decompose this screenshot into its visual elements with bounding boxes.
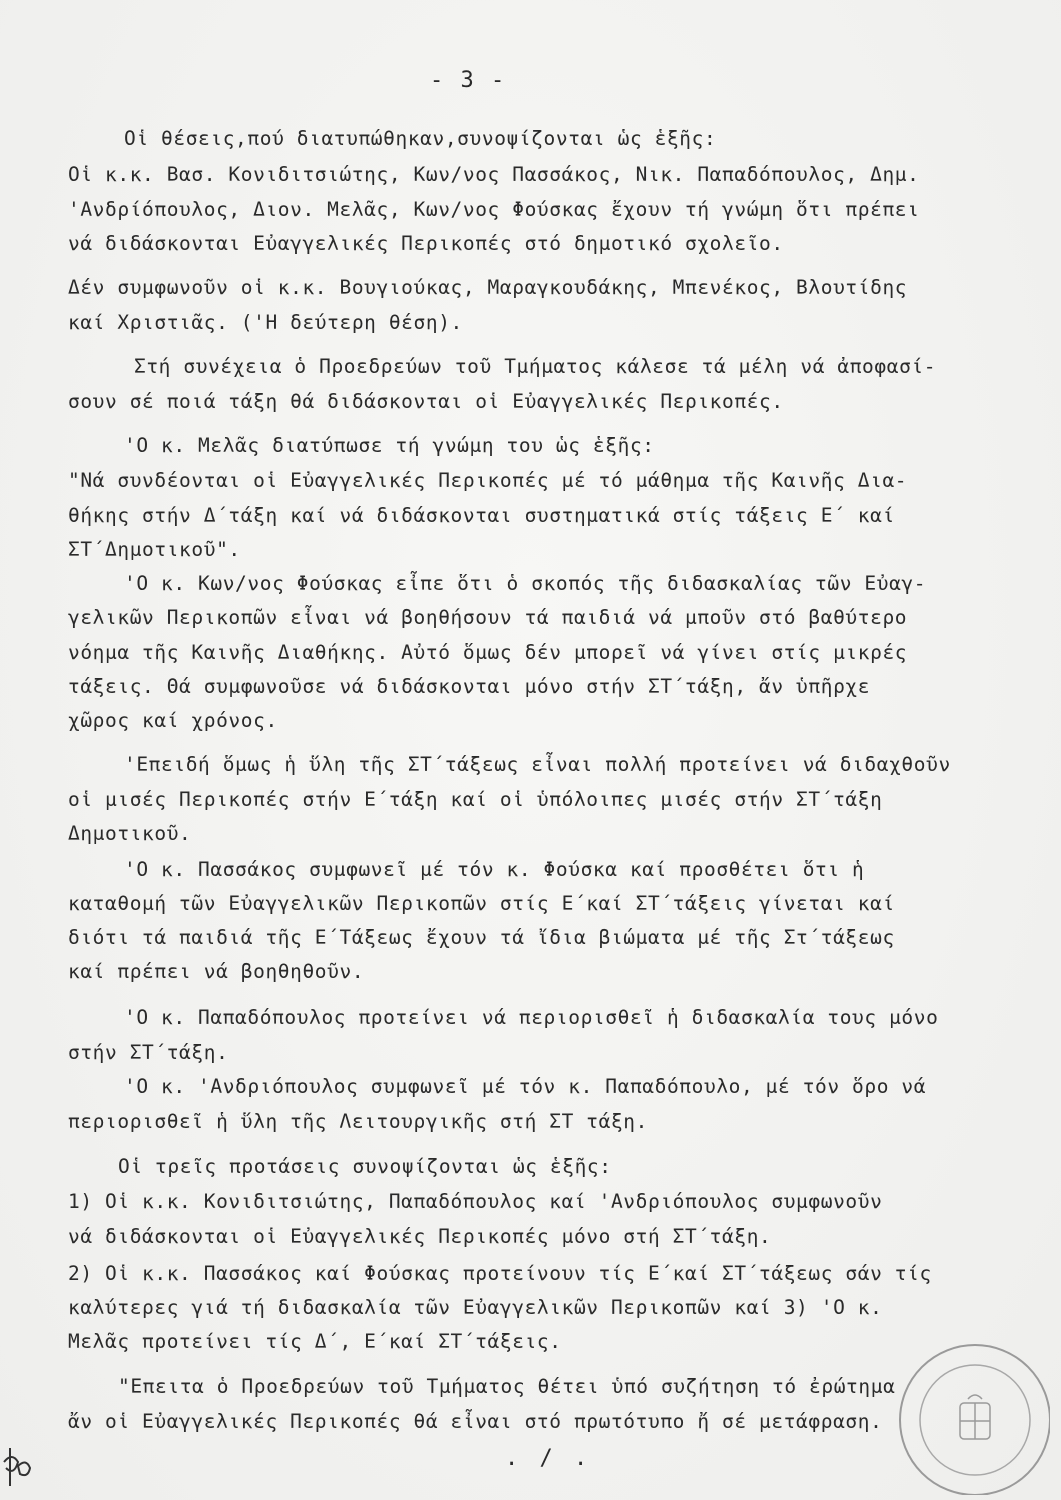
text-line: 'Ανδρίόπουλος, Διον. Μελᾶς, Κων/νος Φούσκας ἔχουν τή γνώμη ὅτι πρέπει <box>68 198 920 221</box>
text-line: σουν σέ ποιά τάξη θά διδάσκονται οἱ Εὐαγγελικές Περικοπές. <box>68 390 784 413</box>
text-line: καί Χριστιᾶς. ('Η δεύτερη θέση). <box>68 311 463 334</box>
text-line: Μελᾶς προτείνει τίς Δ΄, Ε΄καί ΣΤ΄τάξεις. <box>68 1330 562 1353</box>
text-line: καλύτερες γιά τή διδασκαλία τῶν Εὐαγγελικῶν Περικοπῶν καί 3) 'Ο κ. <box>68 1296 883 1319</box>
text-line: "Νά συνδέονται οἱ Εὐαγγελικές Περικοπές μέ τό μάθημα τῆς Καινῆς Δια- <box>68 469 908 492</box>
text-line: 'Ο κ. Μελᾶς διατύπωσε τή γνώμη του ὡς ἑξῆς: <box>124 434 655 457</box>
text-line: νόημα τῆς Καινῆς Διαθήκης. Αὐτό ὅμως δέν μπορεῖ νά γίνει στίς μικρές <box>68 641 908 664</box>
text-line: καί πρέπει νά βοηθηθοῦν. <box>68 960 365 983</box>
text-line: καταθομή τῶν Εὐαγγελικῶν Περικοπῶν στίς Ε΄καί ΣΤ΄τάξεις γίνεται καί <box>68 892 895 915</box>
text-line: "Επειτα ὁ Προεδρεύων τοῦ Τμήματος θέτει ὑπό συζήτηση τό ἐρώτημα <box>118 1375 896 1398</box>
text-line: Δημοτικοῦ. <box>68 822 192 845</box>
text-line: Στή συνέχεια ὁ Προεδρεύων τοῦ Τμήματος κάλεσε τά μέλη νά ἀποφασί- <box>134 355 937 378</box>
text-line: 1) Οἱ κ.κ. Κονιδιτσιώτης, Παπαδόπουλος καί 'Ανδριόπουλος συμφωνοῦν <box>68 1190 883 1213</box>
text-line: Οἱ τρεῖς προτάσεις συνοψίζονται ὡς ἑξῆς: <box>118 1155 612 1178</box>
official-seal-icon <box>880 1325 1050 1495</box>
text-line: ΣΤ΄Δημοτικοῦ". <box>68 538 241 561</box>
text-line: 'Ο κ. Κων/νος Φούσκας εἶπε ὅτι ὁ σκοπός τῆς διδασκαλίας τῶν Εὐαγ- <box>124 572 927 595</box>
text-line: οἱ μισές Περικοπές στήν Ε΄τάξη καί οἱ ὑπόλοιπες μισές στήν ΣΤ΄τάξη <box>68 788 883 811</box>
text-line: Οἱ κ.κ. Βασ. Κονιδιτσιώτης, Κων/νος Πασσάκος, Νικ. Παπαδόπουλος, Δημ. <box>68 163 920 186</box>
continuation-mark: . / . <box>505 1446 592 1471</box>
text-line: στήν ΣΤ΄τάξη. <box>68 1041 229 1064</box>
text-line: 'Ο κ. 'Ανδριόπουλος συμφωνεῖ μέ τόν κ. Παπαδόπουλο, μέ τόν ὅρο νά <box>124 1075 927 1098</box>
text-line: περιορισθεῖ ἡ ὕλη τῆς Λειτουργικῆς στή ΣΤ τάξη. <box>68 1110 648 1133</box>
text-line: 'Ο κ. Πασσάκος συμφωνεῖ μέ τόν κ. Φούσκα καί προσθέτει ὅτι ἡ <box>124 858 865 881</box>
text-line: τάξεις. Θά συμφωνοῦσε νά διδάσκονται μόνο στήν ΣΤ΄τάξη, ἄν ὑπῆρχε <box>68 675 871 698</box>
text-line: 2) Οἱ κ.κ. Πασσάκος καί Φούσκας προτείνουν τίς Ε΄καί ΣΤ΄τάξεως σάν τίς <box>68 1262 932 1285</box>
page-number: - 3 - <box>430 68 507 93</box>
text-line: Δέν συμφωνοῦν οἱ κ.κ. Βουγιούκας, Μαραγκουδάκης, Μπενέκος, Βλουτίδης <box>68 276 908 299</box>
text-line: 'Επειδή ὅμως ἡ ὕλη τῆς ΣΤ΄τάξεως εἶναι πολλή προτείνει νά διδαχθοῦν <box>124 753 951 776</box>
text-line: νά διδάσκονται οἱ Εὐαγγελικές Περικοπές μόνο στή ΣΤ΄τάξη. <box>68 1225 772 1248</box>
text-line: Οἱ θέσεις,πού διατυπώθηκαν,συνοψίζονται ὡς ἑξῆς: <box>124 127 717 150</box>
text-line: διότι τά παιδιά τῆς Ε΄Τάξεως ἔχουν τά ἴδια βιώματα μέ τῆς Στ΄τάξεως <box>68 926 895 949</box>
text-line: χῶρος καί χρόνος. <box>68 709 278 732</box>
text-line: ἄν οἱ Εὐαγγελικές Περικοπές θά εἶναι στό πρωτότυπο ἤ σέ μετάφραση. <box>68 1410 883 1433</box>
text-line: γελικῶν Περικοπῶν εἶναι νά βοηθήσουν τά παιδιά νά μποῦν στό βαθύτερο <box>68 606 908 629</box>
text-line: νά διδάσκονται Εὐαγγελικές Περικοπές στό δημοτικό σχολεῖο. <box>68 232 784 255</box>
text-line: 'Ο κ. Παπαδόπουλος προτείνει νά περιορισθεῖ ἡ διδασκαλία τους μόνο <box>124 1006 939 1029</box>
text-line: θήκης στήν Δ΄τάξη καί νά διδάσκονται συστηματικά στίς τάξεις Ε΄ καί <box>68 504 895 527</box>
initials-signature-icon <box>0 1440 40 1490</box>
